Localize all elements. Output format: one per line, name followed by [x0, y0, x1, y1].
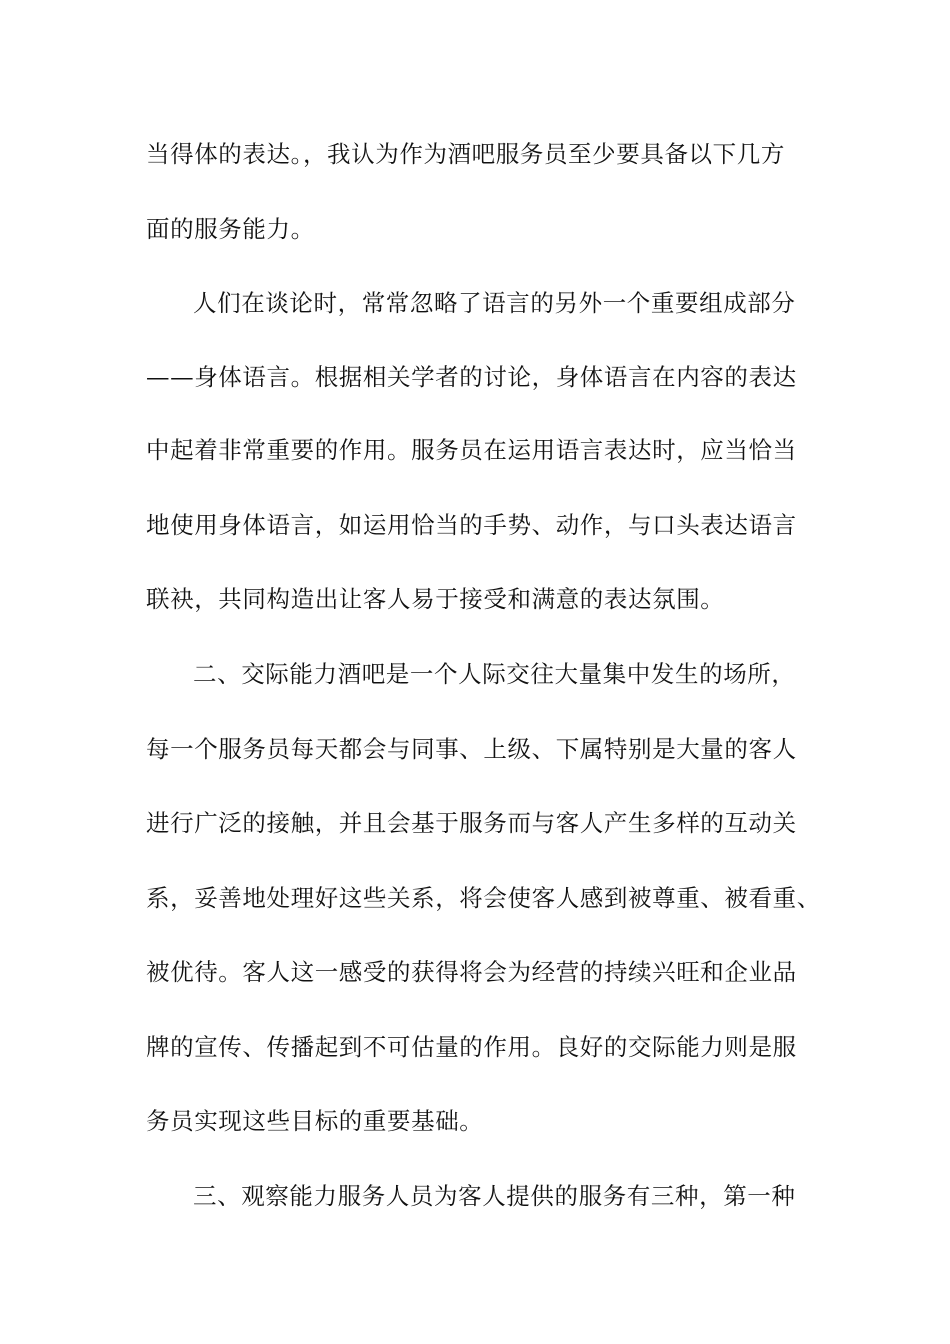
text-line: 中起着非常重要的作用。服务员在运用语言表达时，应当恰当 [146, 436, 797, 464]
paragraph-start-line: 三、观察能力服务人员为客人提供的服务有三种，第一种 [193, 1182, 796, 1210]
text-line: 务员实现这些目标的重要基础。 [146, 1107, 484, 1135]
paragraph-start-line: 人们在谈论时，常常忽略了语言的另外一个重要组成部分 [193, 289, 796, 317]
text-line: 每一个服务员每天都会与同事、上级、下属特别是大量的客人 [146, 735, 797, 763]
text-line: 牌的宣传、传播起到不可估量的作用。良好的交际能力则是服 [146, 1033, 797, 1061]
text-line: 当得体的表达。，我认为作为酒吧服务员至少要具备以下几方 [146, 140, 785, 168]
text-line: 被优待。客人这一感受的获得将会为经营的持续兴旺和企业品 [146, 958, 797, 986]
paragraph-start-line: 二、交际能力酒吧是一个人际交往大量集中发生的场所， [193, 660, 796, 688]
text-line: 进行广泛的接触，并且会基于服务而与客人产生多样的互动关 [146, 809, 797, 837]
text-line: 系，妥善地处理好这些关系，将会使客人感到被尊重、被看重、 [146, 884, 821, 912]
text-line: 联袂，共同构造出让客人易于接受和满意的表达氛围。 [146, 585, 725, 613]
text-line: 地使用身体语言，如运用恰当的手势、动作，与口头表达语言 [146, 511, 797, 539]
text-line: ——身体语言。根据相关学者的讨论，身体语言在内容的表达 [146, 363, 797, 391]
text-line: 面的服务能力。 [146, 215, 315, 243]
